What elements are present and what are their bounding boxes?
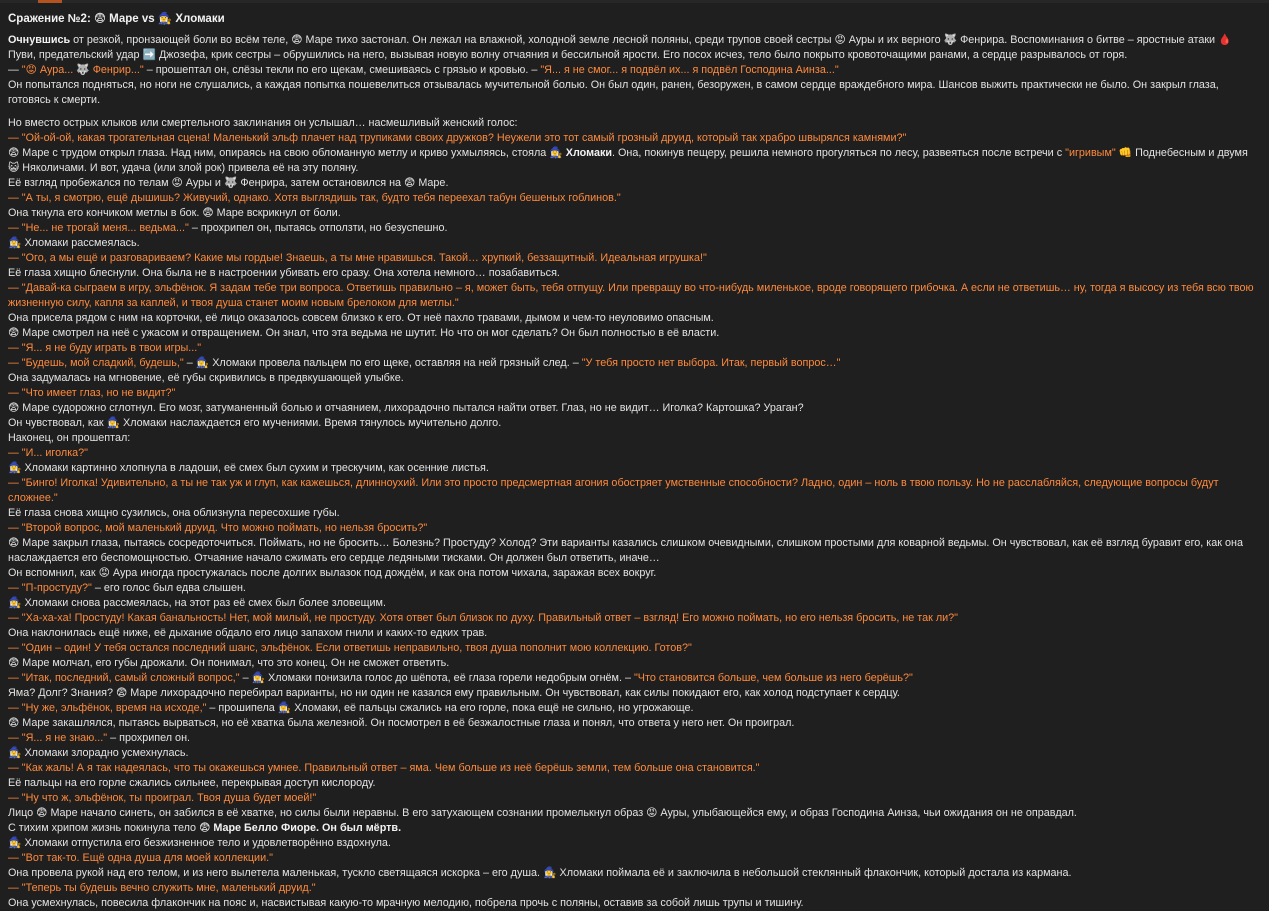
paragraph: Наконец, он прошептал: <box>8 432 131 444</box>
top-scroll-edge <box>0 0 1269 3</box>
paragraph: 😨 Маре смотрел на неё с ужасом и отвращением. Он знал, что эта ведьма не шутит. Но что он мог сделать? Он был полностью в её власти. <box>8 327 720 339</box>
paragraph: 😨 Маре с трудом открыл глаза. Над ним, опираясь на свою обломанную метлу и криво ухмыляясь, стояла 🧙‍♀️ Хломаки. Она, покинув пещеру, решила немного прогуляться по лесу, развеяться после встречи с "игривым" 👊 Поднебесным и двумя 😺 Няколичами. И вот, удача (или злой рок) привела её на эту поляну. <box>8 147 1248 174</box>
accent-marker <box>38 0 62 3</box>
dialogue-line: — "Ха-ха-ха! Простуду! Какая банальность! Нет, мой милый, не простуду. Хотя ответ был близок по духу. Правильный ответ – взгляд! Его можно поймать, но его нельзя бросить, не так ли?" <box>8 612 959 624</box>
paragraph: Её взгляд пробежался по телам 😡 Ауры и 🐺 Фенрира, затем остановился на 😨 Маре. <box>8 177 449 189</box>
dialogue-line: — "Второй вопрос, мой маленький друид. Что можно поймать, но нельзя бросить?" <box>8 522 428 534</box>
paragraph: С тихим хрипом жизнь покинула тело 😨 Маре Белло Фиоре. Он был мёртв. <box>8 822 402 834</box>
story-text <box>8 33 1257 911</box>
dialogue-line: — "Что имеет глаз, но не видит?" <box>8 387 176 399</box>
dialogue-line: — "Теперь ты будешь вечно служить мне, маленький друид." <box>8 882 316 894</box>
dialogue-line: — "А ты, я смотрю, ещё дышишь? Живучий, однако. Хотя выглядишь так, будто тебя переехал табун бешеных гоблинов." <box>8 192 621 204</box>
dialogue-line: — "Один – один! У тебя остался последний шанс, эльфёнок. Если ответишь неправильно, твоя душа пополнит мою коллекцию. Готов?" <box>8 642 692 654</box>
paragraph: Она провела рукой над его телом, и из него вылетела маленькая, тускло светящаяся искорка – его душа. 🧙‍♀️ Хломаки поймала её и заключила в небольшой стеклянный флакончик, который достала из кармана. <box>8 867 1072 879</box>
dialogue-line: — "Будешь, мой сладкий, будешь," – 🧙‍♀️ Хломаки провела пальцем по его щеке, оставляя на ней грязный след. – "У тебя просто нет выбора. Итак, первый вопрос…" <box>8 357 841 369</box>
dialogue-line: — "Ну что ж, эльфёнок, ты проиграл. Твоя душа будет моей!" <box>8 792 317 804</box>
paragraph: 🧙‍♀️ Хломаки картинно хлопнула в ладоши, её смех был сухим и трескучим, как осенние листья. <box>8 462 489 474</box>
dialogue-line: — "Ого, а мы ещё и разговариваем? Какие мы гордые! Знаешь, а ты мне нравишься. Такой… хрупкий, беззащитный. Идеальная игрушка!" <box>8 252 707 264</box>
paragraph: Её глаза снова хищно сузились, она облизнула пересохшие губы. <box>8 507 340 519</box>
dialogue-line: — "Я... я не знаю..." – прохрипел он. <box>8 732 191 744</box>
dialogue-line: — "Итак, последний, самый сложный вопрос," – 🧙‍♀️ Хломаки понизила голос до шёпота, её глаза горели недобрым огнём. – "Что становится больше, чем больше из него берёшь?" <box>8 672 913 684</box>
dialogue-line: — "Ой-ой-ой, какая трогательная сцена! Маленький эльф плачет над трупиками своих дружков? Неужели это тот самый грозный друид, который так храбро швырялся камнями?" <box>8 132 907 144</box>
paragraph: Он вспомнил, как 😡 Аура иногда простужалась после долгих вылазок под дождём, и как она потом чихала, заражая всех вокруг. <box>8 567 657 579</box>
paragraph: Она присела рядом с ним на корточки, её лицо оказалось совсем близко к его. От неё пахло травами, дымом и чем-то неуловимо опасным. <box>8 312 714 324</box>
dialogue-line: — "Я... я не буду играть в твои игры..." <box>8 342 202 354</box>
paragraph: 😨 Маре судорожно сглотнул. Его мозг, затуманенный болью и отчаянием, лихорадочно пытался найти ответ. Глаз, но не видит… Иголка? Картошка? Ураган? <box>8 402 804 414</box>
paragraph: 🧙‍♀️ Хломаки рассмеялась. <box>8 237 140 249</box>
paragraph: Лицо 😨 Маре начало синеть, он забился в её хватке, но силы были неравны. В его затухающем сознании промелькнул образ 😡 Ауры, улыбающейся ему, и образ Господина Аинза, чьи ожидания он не оправдал. <box>8 807 1077 819</box>
paragraph: 🧙‍♀️ Хломаки злорадно усмехнулась. <box>8 747 189 759</box>
dialogue-line: — "П-простуду?" – его голос был едва слышен. <box>8 582 246 594</box>
dialogue-line: — "Как жаль! А я так надеялась, что ты окажешься умнее. Правильный ответ – яма. Чем больше из неё берёшь земли, тем больше она становится." <box>8 762 760 774</box>
dialogue-line: — "Вот так-то. Ещё одна душа для моей коллекции." <box>8 852 273 864</box>
dialogue-line: — "И... иголка?" <box>8 447 88 459</box>
dialogue-line: — "😡 Аура... 🐺 Фенрир..." – прошептал он, слёзы текли по его щекам, смешиваясь с грязью и кровью. – "Я... я не смог... я подвёл их... я подвёл Господина Аинза..." <box>8 64 839 76</box>
paragraph: 😨 Маре закрыл глаза, пытаясь сосредоточиться. Поймать, но не бросить… Болезнь? Простуду? Холод? Эти варианты казались слишком очевидными, слишком простыми для коварной ведьмы. Он чувствовал, как её взгляд буравит его, как она наслаждается его беспомощностью. Отчаяние начало сжимать его сердце ледяными тисками. Он должен был ответить, иначе… <box>8 537 1243 564</box>
paragraph: Очнувшись от резкой, пронзающей боли во всём теле, 😨 Маре тихо застонал. Он лежал на влажной, холодной земле лесной поляны, среди трупов своей сестры 😡 Ауры и их верного 🐺 Фенрира. Воспоминания о битве – яростные атаки 🩸 Пуви, предательский удар ➡️ Джозефа, крик сестры – обрушились на него, вызывая новую волну отчаяния и бессильной ярости. Его посох исчез, тело было покрыто кровоточащими ранами, а сердце разрывалось от горя. <box>8 34 1232 61</box>
paragraph: Он чувствовал, как 🧙‍♀️ Хломаки наслаждается его мучениями. Время тянулось мучительно долго. <box>8 417 502 429</box>
paragraph: Он попытался подняться, но ноги не слушались, а каждая попытка пошевелиться отзывалась мучительной болью. Он был один, ранен, безоружен, в самом сердце враждебного мира. Шансов выжить практически не было. Он закрыл глаза, готовясь к смерти. <box>8 79 1219 106</box>
paragraph: Её глаза хищно блеснули. Она была не в настроении убивать его сразу. Она хотела немного… позабавиться. <box>8 267 560 279</box>
dialogue-line: — "Бинго! Иголка! Удивительно, а ты не так уж и глуп, как кажешься, длинноухий. Или это просто предсмертная агония обостряет умственные способности? Ладно, один – ноль в твою пользу. Но не расслабляйся, следующие вопросы будут сложнее." <box>8 477 1219 504</box>
dialogue-line: — "Давай-ка сыграем в игру, эльфёнок. Я задам тебе три вопроса. Ответишь правильно – я, может быть, тебя отпущу. Или превращу во что-нибудь миленькое, вроде говорящего грибочка. А если не ответишь… ну, тогда я высосу из тебя всю твою жизненную силу, капля за каплей, и твоя душа станет моим новым брелоком для метлы." <box>8 282 1254 309</box>
paragraph: 🧙‍♀️ Хломаки отпустила его безжизненное тело и удовлетворённо вздохнула. <box>8 837 391 849</box>
paragraph: Яма? Долг? Знания? 😨 Маре лихорадочно перебирал варианты, но ни один не казался ему правильным. Он чувствовал, как силы покидают его, как холод подступает к сердцу. <box>8 687 900 699</box>
message-title: Сражение №2: 😨 Маре vs 🧙‍♀️ Хломаки <box>8 13 225 25</box>
paragraph: Она задумалась на мгновение, её губы скривились в предвкушающей улыбке. <box>8 372 404 384</box>
paragraph: Но вместо острых клыков или смертельного заклинания он услышал… насмешливый женский голос: <box>8 117 518 129</box>
paragraph: Её пальцы на его горле сжались сильнее, перекрывая доступ кислороду. <box>8 777 376 789</box>
dialogue-line: — "Не... не трогай меня... ведьма..." – прохрипел он, пытаясь отползти, но безуспешно. <box>8 222 448 234</box>
paragraph: 🧙‍♀️ Хломаки снова рассмеялась, на этот раз её смех был более зловещим. <box>8 597 386 609</box>
dialogue-line: — "Ну же, эльфёнок, время на исходе," – прошипела 🧙‍♀️ Хломаки, её пальцы сжались на его горле, пока ещё не сильно, но угрожающе. <box>8 702 694 714</box>
paragraph: Она ткнула его кончиком метлы в бок. 😨 Маре вскрикнул от боли. <box>8 207 341 219</box>
paragraph: Она наклонилась ещё ниже, её дыхание обдало его лицо запахом гнили и каких-то едких трав. <box>8 627 488 639</box>
paragraph: 😨 Маре молчал, его губы дрожали. Он понимал, что это конец. Он не сможет ответить. <box>8 657 450 669</box>
paragraph: Она усмехнулась, повесила флакончик на пояс и, насвистывая какую-то мрачную мелодию, побрела прочь с поляны, оставив за собой лишь трупы и тишину. <box>8 897 804 909</box>
paragraph: 😨 Маре закашлялся, пытаясь вырваться, но её хватка была железной. Он посмотрел в её безжалостные глаза и понял, что ответа у него нет. Он проиграл. <box>8 717 795 729</box>
